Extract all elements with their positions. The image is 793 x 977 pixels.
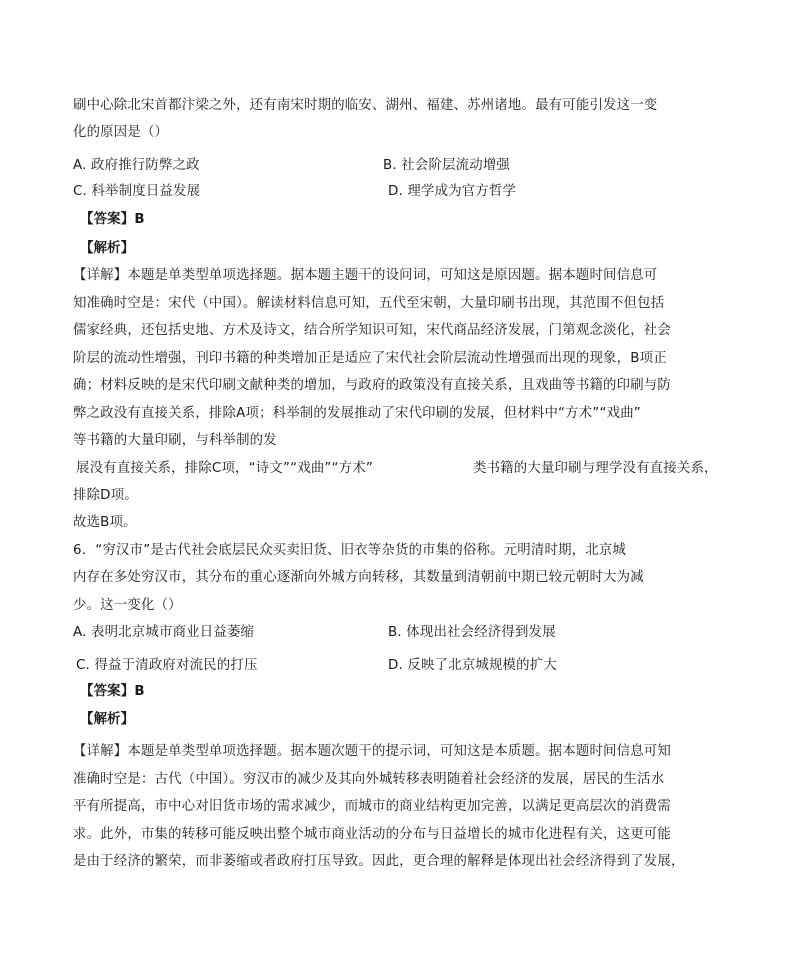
q6-stem-line-1: 6．“穷汉市”是古代社会底层民众买卖旧货、旧衣等杂货的市集的俗称。元明清时期，北京城 [73, 543, 627, 558]
q6-detail-line-1: 【详解】本题是单类型单项选择题。据本题次题干的提示词，可知这是本质题。据本题时间信息可知 [73, 744, 671, 759]
q5-detail-line-2: 知准确时空是：宋代（中国）。解读材料信息可知，五代至宋朝，大量印刷书出现，其范围不但包括 [73, 296, 665, 311]
q5-stem-line-1: 刷中心除北宋首都汴梁之外，还有南宋时期的临安、湖州、福建、苏州诸地。最有可能引发这一变 [73, 98, 658, 113]
q5-answer: 【答案】B [80, 212, 145, 227]
q5-stem-line-2: 化的原因是（） [73, 125, 169, 140]
q6-option-b: B. 体现出社会经济得到发展 [388, 625, 556, 640]
q6-answer: 【答案】B [80, 684, 145, 699]
q6-detail-line-3: 平有所提高，市中心对旧货市场的需求减少，而城市的商业结构更加完善，以满足更高层次的消费需 [73, 799, 671, 814]
q5-option-b: B. 社会阶层流动增强 [383, 158, 511, 173]
q5-detail-line-8-right: 类书籍的大量印刷与理学没有直接关系， [473, 461, 718, 476]
q5-detail-line-6: 弊之政没有直接关系，排除A项；科举制的发展推动了宋代印刷的发展，但材料中“方术”“戏曲” [73, 406, 641, 421]
q6-detail-line-2: 准确时空是：古代（中国）。穷汉市的减少及其向外城转移表明随着社会经济的发展，居民的生活水 [73, 772, 665, 787]
q5-detail-line-3: 儒家经典，还包括史地、方术及诗文，结合所学知识可知，宋代商品经济发展，门第观念淡化，社会 [73, 323, 671, 338]
q5-analysis-heading: 【解析】 [80, 241, 135, 256]
q5-detail-line-1: 【详解】本题是单类型单项选择题。据本题主题干的设问词，可知这是原因题。据本题时间信息可 [73, 268, 658, 283]
q6-detail-line-5: 是由于经济的繁荣，而非萎缩或者政府打压导致。因此，更合理的解释是体现出社会经济得到了发展， [73, 854, 685, 869]
q5-detail-line-4: 阶层的流动性增强，刊印书籍的种类增加正是适应了宋代社会阶层流动性增强而出现的现象，B项正 [73, 351, 667, 366]
q5-detail-line-8-left: 展没有直接关系，排除C项，“诗文”“戏曲”“方术” [76, 461, 374, 476]
q6-option-c: C. 得益于清政府对流民的打压 [76, 658, 258, 673]
q6-analysis-heading: 【解析】 [80, 712, 135, 727]
q5-option-d: D. 理学成为官方哲学 [388, 184, 517, 199]
q5-conclusion: 故选B项。 [73, 515, 137, 530]
q5-option-c: C. 科举制度日益发展 [73, 184, 201, 199]
q5-detail-line-9: 排除D项。 [73, 488, 138, 503]
q6-option-a: A. 表明北京城市商业日益萎缩 [73, 625, 255, 640]
q6-stem-line-2: 内存在多处穷汉市，其分布的重心逐渐向外城方向转移，其数量到清朝前中期已较元朝时大为减 [73, 570, 644, 585]
q6-stem-line-3: 少。这一变化（） [73, 598, 182, 613]
q6-option-d: D. 反映了北京城规模的扩大 [388, 658, 557, 673]
q5-detail-line-7: 等书籍的大量印刷，与科举制的发 [73, 433, 277, 448]
q5-option-a: A. 政府推行防弊之政 [73, 158, 200, 173]
q6-detail-line-4: 求。此外，市集的转移可能反映出整个城市商业活动的分布与日益增长的城市化进程有关，这更可能 [73, 827, 671, 842]
q5-detail-line-5: 确；材料反映的是宋代印刷文献种类的增加，与政府的政策没有直接关系，且戏曲等书籍的印刷与防 [73, 378, 671, 393]
